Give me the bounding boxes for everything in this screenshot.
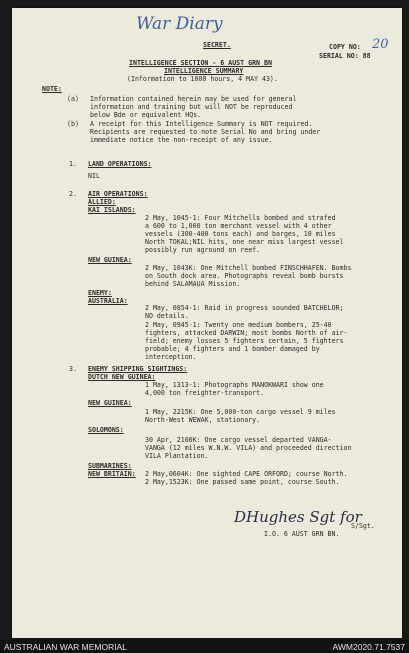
subheading-new-guinea-shipping: NEW GUINEA: (88, 399, 132, 407)
entry-line: interception. (145, 353, 197, 361)
serial-number: SERIAL NO: 88 (319, 52, 371, 60)
document-page (12, 8, 402, 638)
note-a-line: Information contained herein may be used for general (90, 95, 297, 103)
subheading-dutch-new-guinea: DUTCH NEW GUINEA: (88, 373, 156, 381)
note-b-line: immediate notice the non-receipt of any issue. (90, 136, 273, 144)
note-a-line: below Bde or equivalent HQs. (90, 111, 202, 119)
note-a-line: information and training but will NOT be reproduced (90, 103, 293, 111)
entry-line: North TOKAL;NIL hits, one near miss largest vessel (145, 238, 344, 246)
footer-institution: AUSTRALIAN WAR MEMORIAL (4, 642, 127, 652)
entry-line: 2 May, 0945-1: Twenty one medium bombers, 25-40 (145, 321, 332, 329)
section-number: 2. (69, 190, 77, 198)
entry-line: VILA Plantation. (145, 452, 209, 460)
entry-line: field; enemy losses 5 fighters certain, 5 fighters (145, 337, 344, 345)
title-unit: INTELLIGENCE SECTION - 6 AUST GRN BN (129, 59, 272, 67)
entry-line: vessels (300-400 tons each) and barges, 10 miles (145, 230, 336, 238)
entry-line: 2 May, 1045-1: Four Mitchells bombed and strafed (145, 214, 336, 222)
section-number: 1. (69, 160, 77, 168)
subheading-new-guinea: NEW GUINEA: (88, 256, 132, 264)
note-b-letter: (b) (67, 120, 79, 128)
subheading-allied: ALLIED: (88, 198, 116, 206)
entry-line: 30 Apr, 2100K: One cargo vessel departed VANGA- (145, 436, 332, 444)
note-b-line: A receipt for this Intelligence Summary is NOT required. (90, 120, 313, 128)
entry-line: behind SALAMAUA Mission. (145, 280, 241, 288)
entry-line: 4,000 ton freighter-transport. (145, 389, 265, 397)
subheading-submarines: SUBMARINES: (88, 462, 132, 470)
note-label: NOTE: (42, 85, 62, 93)
subheading-solomons: SOLOMONS: (88, 426, 124, 434)
entry-line: 2 May,0604K: One sighted CAPE ORFORD; course North. (145, 470, 348, 478)
footer-accession-number: AWM2020.71.7537 (332, 642, 405, 652)
title-date: (Information to 1000 hours, 4 MAY 43). (127, 75, 278, 83)
entry-line: NO details. (145, 312, 189, 320)
entry-line: a 600 to 1,000 ton merchant vessel with 4 other (145, 222, 332, 230)
entry-line: VANGA (12 miles W.N.W. VILA) and proceeded direction (145, 444, 352, 452)
entry-line: on South dock area. Photographs reveal bomb bursts (145, 272, 344, 280)
handwritten-signature: DHughes Sgt for (234, 508, 362, 526)
section-title-air: AIR OPERATIONS: (88, 190, 148, 198)
signature-block: I.O. 6 AUST GRN BN. (264, 530, 340, 538)
archive-footer (0, 640, 409, 653)
copy-number-label: COPY NO: (329, 43, 361, 51)
classification-label: SECRET. (203, 41, 231, 49)
note-b-line: Recipients are requested to note Serial No and bring under (90, 128, 321, 136)
section-number: 3. (69, 365, 77, 373)
section-title-land: LAND OPERATIONS: (88, 160, 152, 168)
handwritten-annotation: War Diary (136, 14, 223, 34)
entry-line: 2 May, 0854-1: Raid in progress sounded BATCHELOR; (145, 304, 344, 312)
entry-line: 1 May, 2215K: One 5,000-ton cargo vessel 9 miles (145, 408, 336, 416)
entry-line: possibly run aground on reef. (145, 246, 261, 254)
subheading-kai-islands: KAI ISLANDS: (88, 206, 136, 214)
subheading-australia: AUSTRALIA: (88, 297, 128, 305)
subheading-new-britain: NEW BRITAIN: (88, 470, 136, 478)
section-title-shipping: ENEMY SHIPPING SIGHTINGS: (88, 365, 188, 373)
subheading-enemy: ENEMY: (88, 289, 112, 297)
entry-line: probable; 4 fighters and 1 bomber damaged by (145, 345, 320, 353)
signature-rank: S/Sgt. (351, 522, 375, 530)
entry-line: 2 May,1523K: One passed same point, course South. (145, 478, 340, 486)
entry-line: fighters, attacked DARWIN; most bombs North of air- (145, 329, 348, 337)
handwritten-copy-number: 20 (372, 37, 389, 52)
title-summary: INTELLIGENCE SUMMARY (164, 67, 244, 75)
entry-line: North-West WEWAK, stationary. (145, 416, 261, 424)
entry-line: 1 May, 1313-1: Photographs MANOKWARI show one (145, 381, 324, 389)
note-a-letter: (a) (67, 95, 79, 103)
entry-line: 2 May, 1043K: One Mitchell bombed FINSCHHAFEN. Bombs (145, 264, 352, 272)
section-body: NIL (88, 172, 100, 180)
